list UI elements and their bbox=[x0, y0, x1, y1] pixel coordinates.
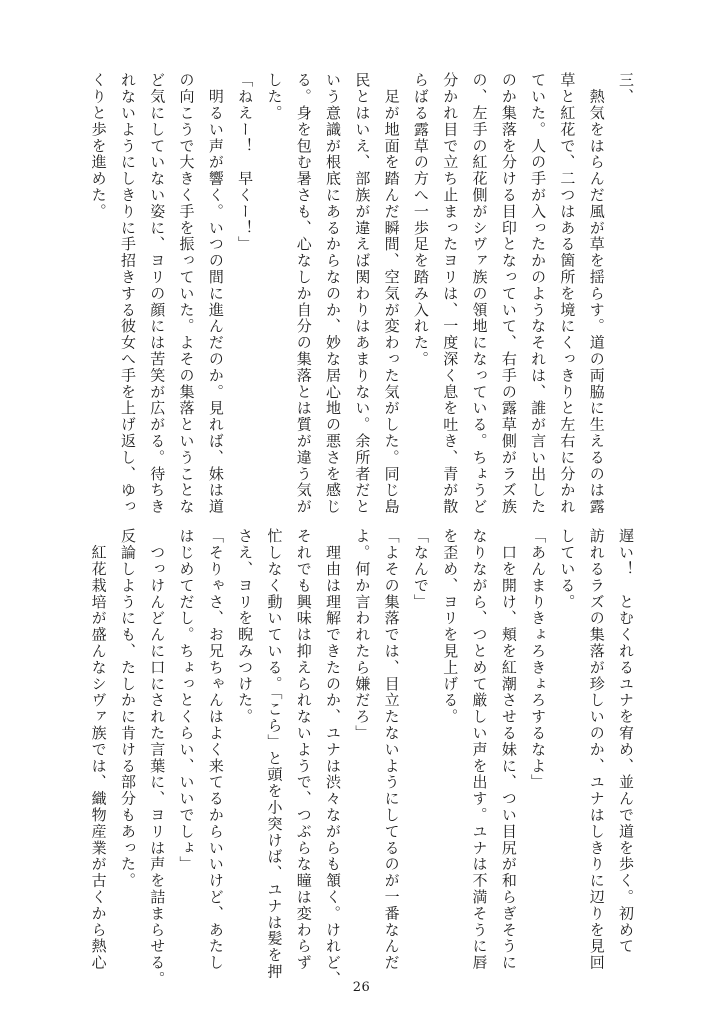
text-line: それでも興味は抑えられないようで、つぶらな瞳は変わらず bbox=[294, 528, 313, 971]
text-line: している。 bbox=[558, 528, 577, 610]
text-line: 口を開け、頬を紅潮させる妹に、つい目尻が和らぎそうに bbox=[499, 528, 518, 971]
text-line: はじめてだし。ちょっとくらい、いいでしょ」 bbox=[177, 528, 196, 873]
text-line: を歪め、ヨリを見上げる。 bbox=[441, 528, 460, 725]
text-line: くりと歩を進めた。 bbox=[89, 72, 108, 220]
text-line: れないようにしきりに手招きする彼女へ手を上げ返し、ゆっ bbox=[118, 72, 137, 515]
text-line: さえ、ヨリを睨みつけた。 bbox=[236, 528, 255, 725]
text-line: つっけんどんに口にされた言葉に、ヨリは声を詰まらせる。 bbox=[148, 528, 167, 988]
text-line: ていた。人の手が入ったかのようなそれは、誰が言い出した bbox=[529, 72, 548, 515]
text-line: 紅花栽培が盛んなシヴァ族では、織物産業が古くから熱心 bbox=[89, 528, 108, 971]
text-line: ど気にしていない姿に、ヨリの顔には苦笑が広がる。待ちき bbox=[148, 72, 167, 515]
text-line: らばる露草の方へ一歩足を踏み入れた。 bbox=[411, 72, 430, 368]
text-line: 「そりゃさ、お兄ちゃんはよく来てるからいいけど、あたし bbox=[206, 528, 225, 971]
text-line: なりながら、つとめて厳しい声を出す。ユナは不満そうに唇 bbox=[470, 528, 489, 971]
text-line: 理由は理解できたのか、ユナは渋々ながらも頷く。けれど、 bbox=[324, 528, 343, 988]
text-line: いう意識が根底にあるからなのか、妙な居心地の悪さを感じ bbox=[324, 72, 343, 515]
page-number: 26 bbox=[352, 980, 371, 995]
text-line: 「あんまりきょろきょろするなよ」 bbox=[529, 528, 548, 791]
text-line: 熱気をはらんだ風が草を揺らす。道の両脇に生えるのは露 bbox=[587, 72, 606, 515]
text-line: 分かれ目で立ち止まったヨリは、一度深く息を吐き、青が散 bbox=[441, 72, 460, 515]
text-line: 「なんで」 bbox=[411, 528, 430, 610]
text-line: 民とはいえ、部族が違えば関わりはあまりない。余所者だと bbox=[353, 72, 372, 515]
text-line: した。 bbox=[265, 72, 284, 122]
text-line: の、左手の紅花側がシヴァ族の領地になっている。ちょうど bbox=[470, 72, 489, 515]
text-line: のか集落を分ける目印となっていて、右手の露草側がラズ族 bbox=[499, 72, 518, 515]
text-line: 「ねえー！ 早くー！」 bbox=[236, 72, 255, 253]
upper-text-block bbox=[89, 72, 640, 515]
text-line: 訪れるラズの集落が珍しいのか、ユナはしきりに辺りを見回 bbox=[587, 528, 606, 971]
text-line: 三、 bbox=[617, 72, 635, 105]
text-line: 遅い！ とむくれるユナを宥め、並んで道を歩く。初めて bbox=[617, 528, 635, 955]
text-line: 忙しなく動いている。「こら」と頭を小突けば、ユナは髪を押 bbox=[265, 528, 284, 980]
text-line: 足が地面を踏んだ瞬間、空気が変わった気がした。同じ島 bbox=[382, 72, 401, 515]
text-line: 反論しようにも、たしかに肯ける部分もあった。 bbox=[118, 528, 137, 889]
text-line: の向こうで大きく手を振っていた。よその集落ということな bbox=[177, 72, 196, 515]
text-line: 明るい声が響く。いつの間に進んだのか。見れば、妹は道 bbox=[206, 72, 225, 515]
text-line: 「よその集落では、目立たないようにしてるのが一番なんだ bbox=[382, 528, 401, 971]
text-line: る。身を包む暑さも、心なしか自分の集落とは質が違う気が bbox=[294, 72, 313, 515]
text-line: 草と紅花で、二つはある箇所を境にくっきりと左右に分かれ bbox=[558, 72, 577, 515]
text-line: よ。何か言われたら嫌だろ」 bbox=[353, 528, 372, 742]
